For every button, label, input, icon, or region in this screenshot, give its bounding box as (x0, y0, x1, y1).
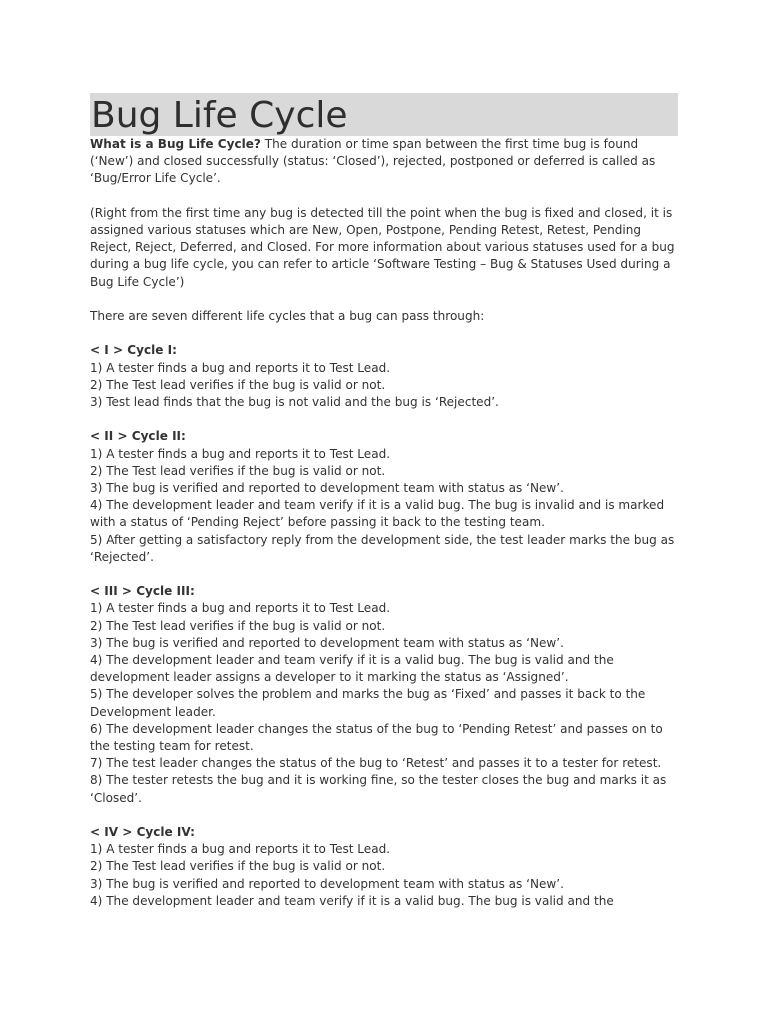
title-banner (90, 93, 678, 136)
document-body (90, 136, 678, 910)
list-item: 2) The Test lead verifies if the bug is valid or not. (90, 618, 386, 633)
list-item: 4) The development leader and team verify if it is a valid bug. The bug is valid and the development leader assigns a developer to it marking the status as ‘Assigned’. (90, 653, 614, 685)
list-item: 4) The development leader and team verify if it is a valid bug. The bug is valid and the (90, 893, 614, 908)
list-item: 2) The Test lead verifies if the bug is valid or not. (90, 859, 386, 874)
list-item: 5) After getting a satisfactory reply from the development side, the test leader marks the bug as ‘Rejected’. (90, 532, 675, 564)
spacer (90, 807, 678, 824)
spacer (90, 188, 678, 205)
list-item: 1) A tester finds a bug and reports it to Test Lead. (90, 446, 391, 461)
document-content (90, 93, 678, 910)
cycle-section-2 (90, 428, 678, 566)
list-item: 2) The Test lead verifies if the bug is valid or not. (90, 377, 386, 392)
cycle-section-4 (90, 824, 678, 910)
list-item: 2) The Test lead verifies if the bug is valid or not. (90, 463, 386, 478)
list-item: 7) The test leader changes the status of the bug to ‘Retest’ and passes it to a tester for retest. (90, 756, 662, 771)
spacer (90, 411, 678, 428)
list-item: 3) The bug is verified and reported to development team with status as ‘New’. (90, 635, 564, 650)
spacer (90, 566, 678, 583)
cycle-heading: < II > Cycle II: (90, 429, 186, 444)
list-item: 1) A tester finds a bug and reports it to Test Lead. (90, 842, 391, 857)
statuses-paragraph: (Right from the first time any bug is detected till the point when the bug is fixed and closed, it is assigned various statuses which are New, Open, Postpone, Pending Retest, Retest, Pending Reject, Reject, Deferred, and Closed. For more information about various statuses used for a bug during a bug life cycle, you can refer to article ‘Software Testing – Bug & Statuses Used during a Bug Life Cycle’) (90, 205, 675, 289)
list-item: 8) The tester retests the bug and it is working fine, so the tester closes the bug and marks it as ‘Closed’. (90, 773, 667, 805)
cycle-heading: < IV > Cycle IV: (90, 825, 195, 840)
list-item: 6) The development leader changes the status of the bug to ‘Pending Retest’ and passes on to the testing team for retest. (90, 721, 663, 754)
cycle-section-3 (90, 583, 678, 807)
list-item: 4) The development leader and team verify if it is a valid bug. The bug is invalid and is marked with a status of ‘Pending Reject’ before passing it back to the testing team. (90, 498, 665, 530)
list-item: 5) The developer solves the problem and marks the bug as ‘Fixed’ and passes it back to the Development leader. (90, 687, 646, 719)
intro-question: What is a Bug Life Cycle? (90, 137, 261, 151)
list-item: 3) The bug is verified and reported to development team with status as ‘New’. (90, 876, 564, 891)
intro-answer: The duration or time span between the first time bug is found (‘New’) and closed successfully (status: ‘Closed’), rejected, postponed or deferred is called as ‘Bug/Error Life Cycle’. (90, 137, 656, 186)
page-title: Bug Life Cycle (91, 95, 348, 136)
list-item: 1) A tester finds a bug and reports it to Test Lead. (90, 601, 391, 616)
cycle-heading: < III > Cycle III: (90, 584, 195, 599)
spacer (90, 325, 678, 342)
spacer (90, 291, 678, 308)
cycles-intro-paragraph: There are seven different life cycles that a bug can pass through: (90, 309, 485, 323)
intro-paragraph (90, 136, 678, 188)
cycle-heading: < I > Cycle I: (90, 343, 177, 358)
list-item: 1) A tester finds a bug and reports it to Test Lead. (90, 360, 391, 375)
list-item: 3) Test lead finds that the bug is not valid and the bug is ‘Rejected’. (90, 395, 499, 409)
cycle-section-1 (90, 342, 678, 411)
list-item: 3) The bug is verified and reported to development team with status as ‘New’. (90, 481, 564, 495)
